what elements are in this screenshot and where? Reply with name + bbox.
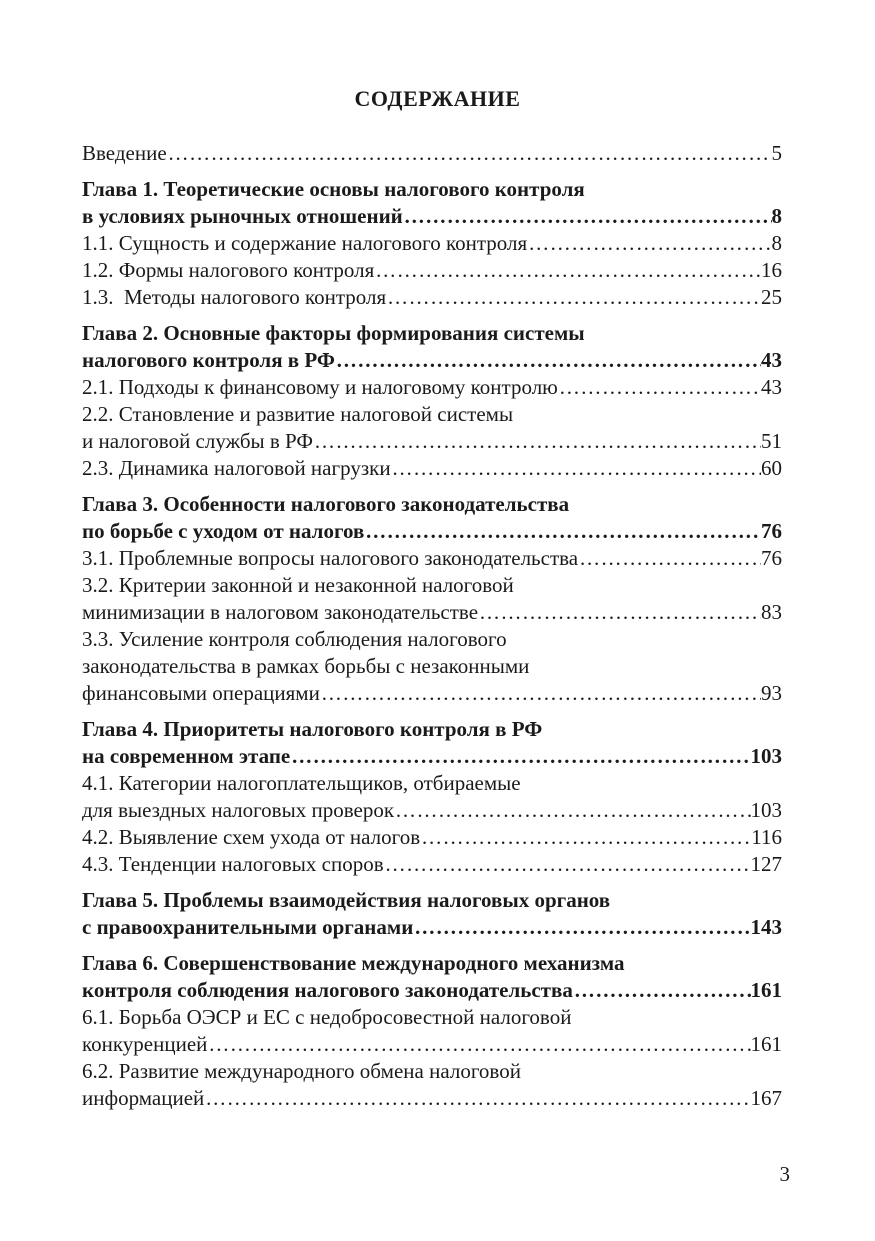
toc-entry-text: информацией bbox=[82, 1086, 205, 1110]
toc-chapter-1-heading bbox=[82, 203, 782, 230]
toc-entry-text: на современном этапе bbox=[82, 744, 291, 768]
toc-chapter-4-heading bbox=[82, 743, 782, 770]
toc-section-2-2 bbox=[82, 428, 782, 455]
toc-page-number: 103 bbox=[750, 798, 782, 822]
toc-section-4-3 bbox=[82, 851, 782, 878]
toc-entry-text: 2.1. Подходы к финансовому и налоговому контролю bbox=[82, 375, 558, 399]
toc-entry-text: Глава 6. Совершенствование международного механизма bbox=[82, 951, 625, 975]
toc-entry-text: 3.1. Проблемные вопросы налогового законодательства bbox=[82, 546, 579, 570]
toc-section-3-2 bbox=[82, 572, 782, 599]
toc-page-number: 161 bbox=[750, 978, 782, 1002]
dot-leader bbox=[527, 230, 771, 257]
toc-section-1-2 bbox=[82, 257, 782, 284]
toc-section-1-1 bbox=[82, 230, 782, 257]
toc-chapter-6-heading bbox=[82, 950, 782, 977]
toc-page-number: 25 bbox=[761, 285, 782, 309]
toc-page-number: 116 bbox=[751, 825, 782, 849]
toc-page-number: 16 bbox=[761, 258, 782, 282]
toc-chapter-2-heading bbox=[82, 320, 782, 347]
toc-section-3-2 bbox=[82, 599, 782, 626]
toc-section-2-3 bbox=[82, 455, 782, 482]
toc-entry-text: 3.2. Критерии законной и незаконной налоговой bbox=[82, 573, 514, 597]
toc-page-number: 143 bbox=[750, 915, 782, 939]
toc-section-3-3 bbox=[82, 626, 782, 653]
toc-entry-text: 3.3. Усиление контроля соблюдения налогового bbox=[82, 627, 507, 651]
toc-section-6-1 bbox=[82, 1031, 782, 1058]
toc-page-number: 167 bbox=[750, 1086, 782, 1110]
toc-section-2-1 bbox=[82, 374, 782, 401]
dot-leader bbox=[478, 599, 761, 626]
dot-leader bbox=[374, 257, 761, 284]
dot-leader bbox=[384, 851, 751, 878]
toc-page-number: 43 bbox=[761, 348, 782, 372]
toc-entry-text: Введение bbox=[82, 141, 167, 165]
toc-entry-text: 1.1. Сущность и содержание налогового контроля bbox=[82, 231, 528, 255]
toc-chapter-6-heading bbox=[82, 977, 782, 1004]
toc-chapter-5-heading bbox=[82, 887, 782, 914]
toc-page-number: 5 bbox=[771, 141, 782, 165]
dot-leader bbox=[413, 914, 750, 941]
toc-section-6-2 bbox=[82, 1058, 782, 1085]
dot-leader bbox=[320, 680, 761, 707]
toc-entry-text: 1.3. Методы налогового контроля bbox=[82, 285, 387, 309]
dot-leader bbox=[403, 203, 772, 230]
toc-page-number: 161 bbox=[750, 1032, 782, 1056]
dot-leader bbox=[204, 1085, 750, 1112]
toc-entry-text: 4.2. Выявление схем ухода от налогов bbox=[82, 825, 421, 849]
toc-section-6-1 bbox=[82, 1004, 782, 1031]
toc-chapter-3-heading bbox=[82, 491, 782, 518]
toc-entry-text: для выездных налоговых проверок bbox=[82, 798, 395, 822]
toc-section-3-1 bbox=[82, 545, 782, 572]
dot-leader bbox=[391, 455, 761, 482]
toc-chapter-3-heading bbox=[82, 518, 782, 545]
toc-page-number: 60 bbox=[761, 456, 782, 480]
toc-page-number: 76 bbox=[761, 519, 782, 543]
dot-leader bbox=[364, 518, 761, 545]
toc-page-number: 8 bbox=[771, 231, 782, 255]
toc-entry-text: 6.2. Развитие международного обмена налоговой bbox=[82, 1059, 521, 1083]
toc-entry-text: законодательства в рамках борьбы с незаконными bbox=[82, 654, 530, 678]
toc-entry-text: финансовыми операциями bbox=[82, 681, 320, 705]
toc-section-3-3 bbox=[82, 680, 782, 707]
dot-leader bbox=[558, 374, 761, 401]
toc-entry-text: Глава 3. Особенности налогового законодательства bbox=[82, 492, 570, 516]
dot-leader bbox=[207, 1031, 750, 1058]
toc-entry-text: Глава 5. Проблемы взаимодействия налоговых органов bbox=[82, 888, 611, 912]
toc-entry-text: 2.2. Становление и развитие налоговой системы bbox=[82, 402, 514, 426]
dot-leader bbox=[386, 284, 761, 311]
toc-entry-text: 1.2. Формы налогового контроля bbox=[82, 258, 375, 282]
page-number: 3 bbox=[779, 1162, 790, 1186]
dot-leader bbox=[335, 347, 761, 374]
toc-section-4-2 bbox=[82, 824, 782, 851]
toc-entry-text: контроля соблюдения налогового законодательства bbox=[82, 978, 573, 1002]
toc-entry-text: Глава 1. Теоретические основы налогового контроля bbox=[82, 177, 585, 201]
toc-page-number: 83 bbox=[761, 600, 782, 624]
dot-leader bbox=[167, 140, 772, 167]
toc-entry-text: минимизации в налоговом законодательстве bbox=[82, 600, 479, 624]
toc-entry-text: 4.3. Тенденции налоговых споров bbox=[82, 852, 384, 876]
toc-entry-text: 2.3. Динамика налоговой нагрузки bbox=[82, 456, 391, 480]
dot-leader bbox=[578, 545, 761, 572]
toc-entry-text: Глава 2. Основные факторы формирования системы bbox=[82, 321, 585, 345]
toc-page-number: 43 bbox=[761, 375, 782, 399]
dot-leader bbox=[313, 428, 761, 455]
dot-leader bbox=[394, 797, 750, 824]
toc-section-4-1 bbox=[82, 797, 782, 824]
toc-chapter-4-heading bbox=[82, 716, 782, 743]
toc-page-number: 76 bbox=[761, 546, 782, 570]
toc-entry-text: и налоговой службы в РФ bbox=[82, 429, 313, 453]
toc-section-1-3 bbox=[82, 284, 782, 311]
toc-chapter-2-heading bbox=[82, 347, 782, 374]
toc-entry-text: Глава 4. Приоритеты налогового контроля в РФ bbox=[82, 717, 543, 741]
toc-entry-text: в условиях рыночных отношений bbox=[82, 204, 403, 228]
page-title: СОДЕРЖАНИЕ bbox=[354, 86, 521, 111]
toc-entry-text: 6.1. Борьба ОЭСР и ЕС с недобросовестной налоговой bbox=[82, 1005, 572, 1029]
toc-page-number: 103 bbox=[750, 744, 782, 768]
table-of-contents bbox=[82, 140, 782, 1112]
dot-leader bbox=[290, 743, 750, 770]
toc-entry-intro bbox=[82, 140, 782, 167]
toc-section-3-3 bbox=[82, 653, 782, 680]
dot-leader bbox=[420, 824, 751, 851]
toc-page-number: 8 bbox=[771, 204, 782, 228]
toc-entry-text: 4.1. Категории налогоплательщиков, отбираемые bbox=[82, 771, 521, 795]
toc-chapter-1-heading bbox=[82, 176, 782, 203]
dot-leader bbox=[573, 977, 751, 1004]
toc-section-2-2 bbox=[82, 401, 782, 428]
toc-page-number: 93 bbox=[761, 681, 782, 705]
toc-page-number: 51 bbox=[761, 429, 782, 453]
toc-section-4-1 bbox=[82, 770, 782, 797]
toc-section-6-2 bbox=[82, 1085, 782, 1112]
toc-entry-text: по борьбе с уходом от налогов bbox=[82, 519, 365, 543]
toc-entry-text: налогового контроля в РФ bbox=[82, 348, 335, 372]
toc-entry-text: конкуренцией bbox=[82, 1032, 208, 1056]
toc-chapter-5-heading bbox=[82, 914, 782, 941]
toc-entry-text: с правоохранительными органами bbox=[82, 915, 414, 939]
toc-page-number: 127 bbox=[750, 852, 782, 876]
